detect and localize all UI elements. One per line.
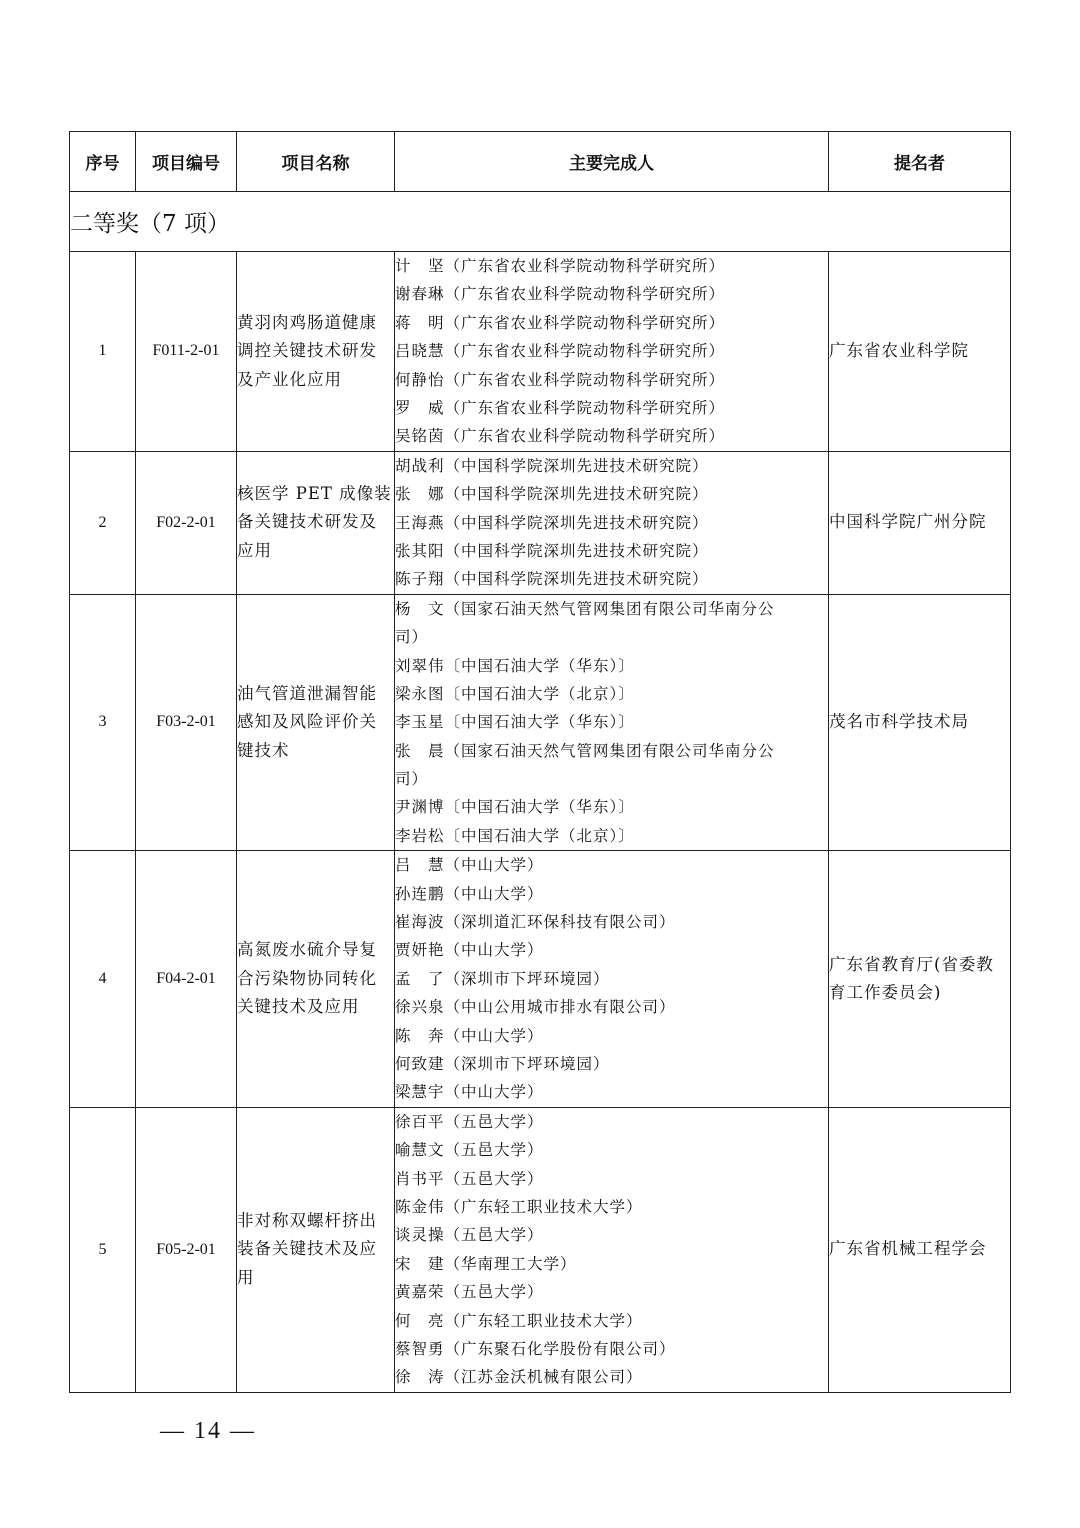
- person-line: 孟 了（深圳市下坪环境园）: [395, 969, 610, 988]
- table-row: [70, 451, 1011, 594]
- person-line: 徐兴泉（中山公用城市排水有限公司）: [395, 998, 676, 1017]
- person-line: 梁慧宇（中山大学）: [395, 1083, 544, 1102]
- person-line: 吕 慧（中山大学）: [395, 856, 544, 875]
- row-nominator: 广东省教育厅(省委教育工作委员会): [829, 851, 1011, 1108]
- row-people: [395, 451, 829, 594]
- person-line: 谈灵操（五邑大学）: [395, 1226, 544, 1245]
- row-code: F04-2-01: [136, 851, 237, 1108]
- table-row: [70, 252, 1011, 452]
- awards-table: [69, 131, 1011, 1393]
- row-seq: 4: [70, 851, 136, 1108]
- row-code: F05-2-01: [136, 1107, 237, 1392]
- table-row: [70, 851, 1011, 1108]
- person-line: 梁永图〔中国石油大学（北京）〕: [395, 684, 635, 703]
- person-line: 陈金伟（广东轻工职业技术大学）: [395, 1197, 643, 1216]
- person-line: 司）: [395, 770, 429, 789]
- person-line: 张其阳（中国科学院深圳先进技术研究院）: [395, 541, 709, 560]
- header-code: 项目编号: [136, 132, 237, 192]
- header-row: [70, 132, 1011, 192]
- row-people: [395, 851, 829, 1108]
- row-project-name: 非对称双螺杆挤出装备关键技术及应用: [237, 1107, 395, 1392]
- person-line: 徐 涛（江苏金沃机械有限公司）: [395, 1368, 643, 1387]
- section-row: [70, 192, 1011, 252]
- person-line: 陈 奔（中山大学）: [395, 1026, 544, 1045]
- person-line: 孙连鹏（中山大学）: [395, 884, 544, 903]
- person-line: 贾妍艳（中山大学）: [395, 941, 544, 960]
- header-name: 项目名称: [237, 132, 395, 192]
- row-code: F011-2-01: [136, 252, 237, 452]
- person-line: 蒋 明（广东省农业科学院动物科学研究所）: [395, 313, 726, 332]
- person-line: 喻慧文（五邑大学）: [395, 1141, 544, 1160]
- person-line: 张 晨（国家石油天然气管网集团有限公司华南分公: [395, 741, 775, 760]
- header-seq: 序号: [70, 132, 136, 192]
- header-nominator: 提名者: [829, 132, 1011, 192]
- person-line: 李玉星〔中国石油大学（华东）〕: [395, 713, 635, 732]
- person-line: 徐百平（五邑大学）: [395, 1112, 544, 1131]
- row-code: F02-2-01: [136, 451, 237, 594]
- person-line: 司）: [395, 628, 429, 647]
- row-nominator: 茂名市科学技术局: [829, 594, 1011, 851]
- table-row: [70, 1107, 1011, 1392]
- row-project-name: 黄羽肉鸡肠道健康调控关键技术研发及产业化应用: [237, 252, 395, 452]
- person-line: 吕晓慧（广东省农业科学院动物科学研究所）: [395, 342, 726, 361]
- row-people: [395, 594, 829, 851]
- person-line: 吴铭茵（广东省农业科学院动物科学研究所）: [395, 427, 726, 446]
- row-seq: 3: [70, 594, 136, 851]
- person-line: 黄嘉荣（五邑大学）: [395, 1283, 544, 1302]
- row-project-name: 核医学 PET 成像装备关键技术研发及应用: [237, 451, 395, 594]
- person-line: 胡战利（中国科学院深圳先进技术研究院）: [395, 456, 709, 475]
- section-title: 二等奖（7 项）: [70, 192, 1011, 252]
- person-line: 谢春琳（广东省农业科学院动物科学研究所）: [395, 285, 726, 304]
- page-number: — 14 —: [160, 1418, 256, 1444]
- person-line: 陈子翔（中国科学院深圳先进技术研究院）: [395, 570, 709, 589]
- row-seq: 1: [70, 252, 136, 452]
- row-project-name: 油气管道泄漏智能感知及风险评价关键技术: [237, 594, 395, 851]
- row-people: [395, 1107, 829, 1392]
- person-line: 何致建（深圳市下坪环境园）: [395, 1054, 610, 1073]
- row-people: [395, 252, 829, 452]
- person-line: 计 坚（广东省农业科学院动物科学研究所）: [395, 257, 726, 275]
- table-row: [70, 594, 1011, 851]
- person-line: 刘翠伟〔中国石油大学（华东）〕: [395, 656, 635, 675]
- person-line: 罗 威（广东省农业科学院动物科学研究所）: [395, 398, 726, 417]
- person-line: 宋 建（华南理工大学）: [395, 1254, 577, 1273]
- person-line: 崔海波（深圳道汇环保科技有限公司）: [395, 913, 676, 932]
- person-line: 尹渊博〔中国石油大学（华东）〕: [395, 798, 635, 817]
- person-line: 李岩松〔中国石油大学（北京）〕: [395, 826, 635, 845]
- row-seq: 5: [70, 1107, 136, 1392]
- person-line: 肖书平（五邑大学）: [395, 1169, 544, 1188]
- row-code: F03-2-01: [136, 594, 237, 851]
- person-line: 何 亮（广东轻工职业技术大学）: [395, 1311, 643, 1330]
- person-line: 杨 文（国家石油天然气管网集团有限公司华南分公: [395, 599, 775, 618]
- header-people: 主要完成人: [395, 132, 829, 192]
- person-line: 王海燕（中国科学院深圳先进技术研究院）: [395, 513, 709, 532]
- person-line: 蔡智勇（广东聚石化学股份有限公司）: [395, 1339, 676, 1358]
- row-seq: 2: [70, 451, 136, 594]
- row-nominator: 中国科学院广州分院: [829, 451, 1011, 594]
- row-nominator: 广东省机械工程学会: [829, 1107, 1011, 1392]
- person-line: 张 娜（中国科学院深圳先进技术研究院）: [395, 485, 709, 504]
- row-project-name: 高氮废水硫介导复合污染物协同转化关键技术及应用: [237, 851, 395, 1108]
- person-line: 何静怡（广东省农业科学院动物科学研究所）: [395, 370, 726, 389]
- row-nominator: 广东省农业科学院: [829, 252, 1011, 452]
